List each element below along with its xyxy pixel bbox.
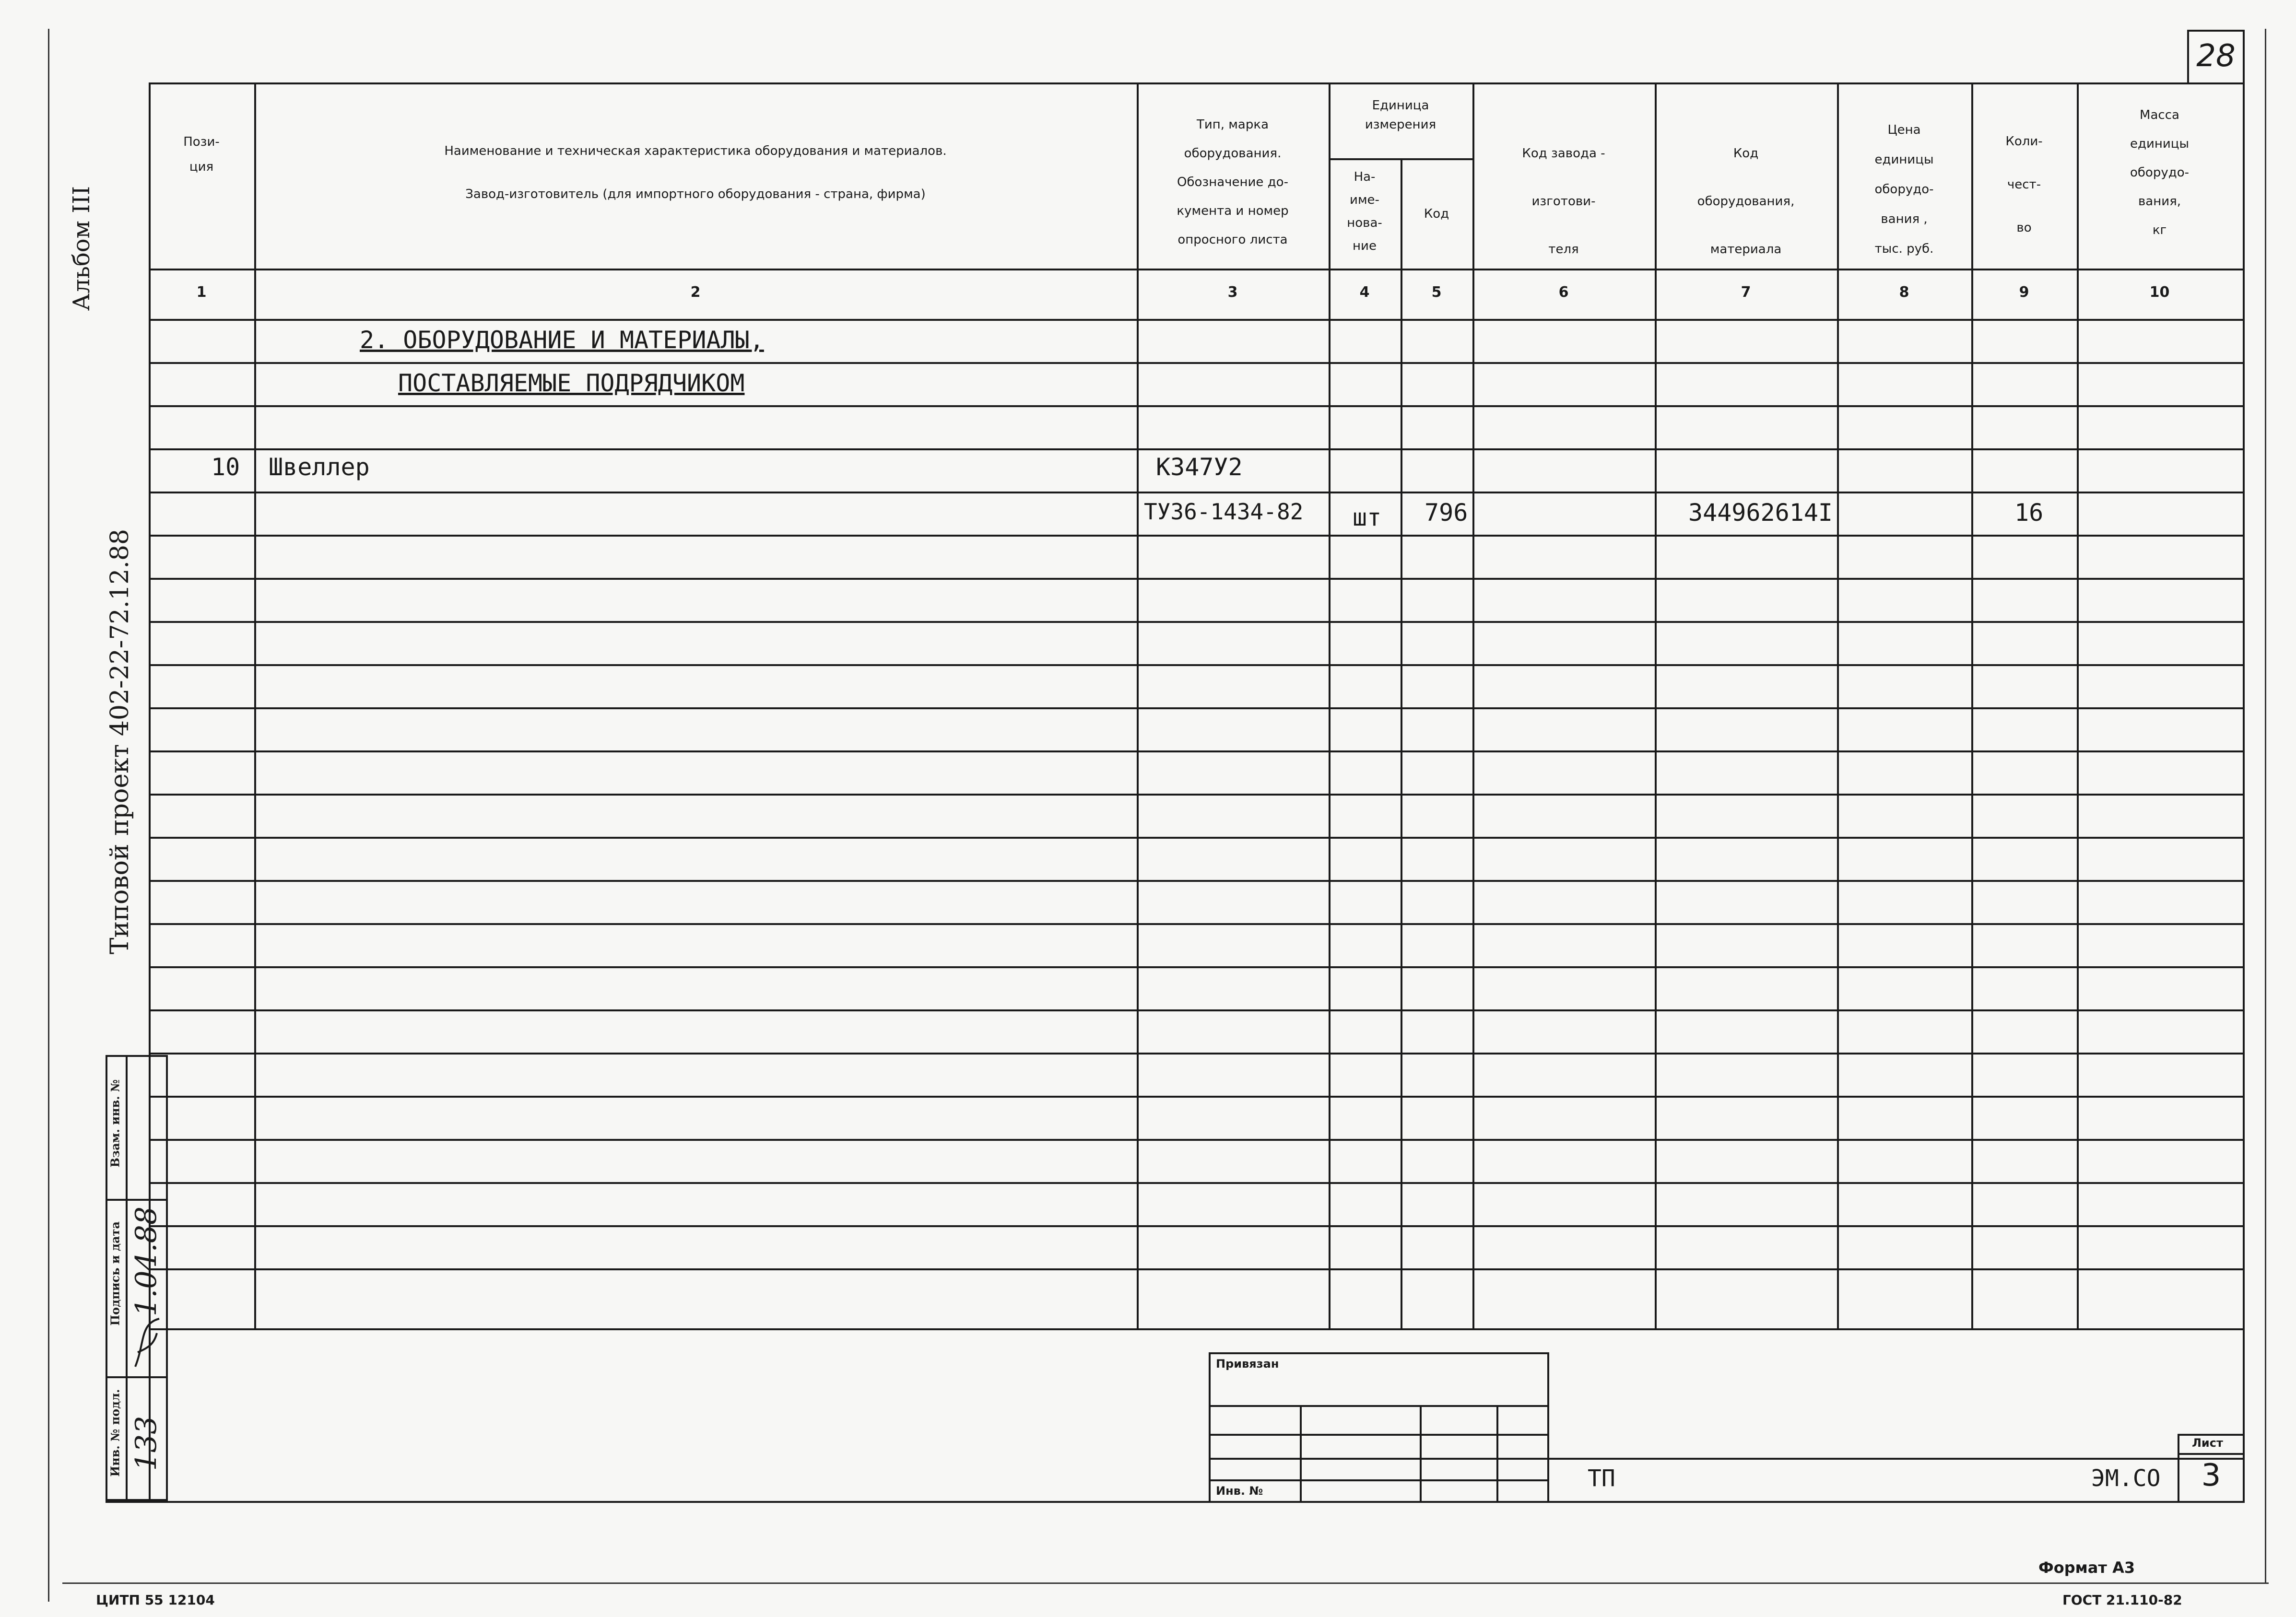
frame-top — [149, 82, 2245, 84]
row-line-18 — [149, 1096, 2245, 1098]
row-line-5 — [149, 535, 2245, 537]
row-line-10 — [149, 750, 2245, 752]
colnum-5: 5 — [1431, 284, 1442, 301]
footer-left-code: ЦИТП 55 12104 — [96, 1592, 215, 1608]
stamp-inv-label: Инв. № — [1216, 1484, 1263, 1498]
row-line-2 — [149, 405, 2245, 407]
colnum-4: 4 — [1359, 284, 1370, 301]
colnum-2: 2 — [690, 284, 701, 301]
row-line-14 — [149, 923, 2245, 925]
header-name: Наименование и техническая характеристика оборудования и материалов. Завод-изготовитель (для импортного оборудования - страна, фирма) — [444, 144, 947, 201]
col-sep-7 — [1837, 82, 1839, 1329]
stamp-label-sign: Подпись и дата — [108, 1221, 122, 1326]
sheet-left-border — [48, 29, 49, 1602]
title-block-top — [1549, 1458, 2245, 1460]
row-line-4 — [149, 492, 2245, 493]
stamp-label-inv: Инв. № подл. — [108, 1389, 122, 1477]
row-line-21 — [149, 1225, 2245, 1227]
header-bottom — [149, 269, 2245, 270]
row-line-15 — [149, 966, 2245, 968]
row-line-22 — [149, 1268, 2245, 1270]
side-stamp-vline — [126, 1055, 128, 1501]
side-stamp-line-1 — [106, 1199, 168, 1201]
header-unit-code: Код — [1424, 207, 1449, 221]
colnum-9: 9 — [2019, 284, 2029, 301]
stamp-date: 1.04.88 — [130, 1206, 163, 1316]
row-line-7 — [149, 621, 2245, 623]
side-project: Типовой проект 402-22-72.12.88 — [106, 528, 134, 954]
item-name: Швеллер — [269, 453, 370, 481]
stamp-sheet-label: Лист — [2192, 1436, 2223, 1450]
section-title-2: ПОСТАВЛЯЕМЫЕ ПОДРЯДЧИКОМ — [398, 369, 745, 397]
col-sep-2 — [1137, 82, 1139, 1329]
row-line-6 — [149, 578, 2245, 580]
row-line-1 — [149, 362, 2245, 364]
signature-mark — [130, 1314, 164, 1371]
row-line-20 — [149, 1182, 2245, 1184]
row-line-8 — [149, 664, 2245, 666]
frame-bottom — [106, 1501, 2245, 1503]
stamp-sheet-number: 3 — [2201, 1458, 2221, 1493]
header-price: Цена единицы оборудо- вания , тыс. руб. — [1874, 123, 1934, 256]
stamp-tp: ТП — [1588, 1465, 1615, 1492]
colnum-10: 10 — [2149, 284, 2170, 301]
row-line-9 — [149, 707, 2245, 709]
colnum-bottom — [149, 319, 2245, 321]
header-unit-group: Единица измерения — [1365, 98, 1436, 132]
col-sep-9 — [2077, 82, 2079, 1329]
header-factory-code: Код завода - изготови- теля — [1522, 146, 1605, 257]
bottom-stamp-vline-3 — [1496, 1405, 1498, 1501]
sheet-right-border — [2265, 29, 2266, 1584]
sheet-box-mid — [2178, 1453, 2245, 1455]
col-sep-3 — [1329, 82, 1331, 1329]
row-line-12 — [149, 837, 2245, 839]
row-line-23 — [149, 1328, 2245, 1330]
col-sep-1 — [254, 82, 256, 1329]
frame-right — [2243, 82, 2245, 1502]
top-sheet-number: 28 — [2196, 38, 2236, 74]
col-sep-4 — [1401, 158, 1402, 1329]
bottom-stamp-vline-1 — [1300, 1405, 1302, 1501]
sheet-bottom-border — [62, 1582, 2269, 1584]
header-mass: Масса единицы оборудо- вания, кг — [2130, 108, 2189, 237]
item-type-mark: К347У2 — [1156, 453, 1243, 481]
row-line-11 — [149, 794, 2245, 796]
item-document: ТУ36-1434-82 — [1144, 499, 1304, 525]
bottom-stamp-vline-2 — [1420, 1405, 1422, 1501]
item-quantity: 16 — [2014, 499, 2044, 527]
footer-format: Формат А3 — [2038, 1558, 2135, 1577]
col-sep-5 — [1472, 82, 1474, 1329]
item-unit-code: 796 — [1425, 499, 1468, 527]
side-stamp-line-2 — [106, 1376, 168, 1378]
header-quantity: Коли- чест- во — [2005, 134, 2043, 235]
colnum-7: 7 — [1741, 284, 1751, 301]
sheet-box-left — [2178, 1434, 2179, 1501]
stamp-attached-label: Привязан — [1216, 1357, 1279, 1371]
footer-right-code: ГОСТ 21.110-82 — [2062, 1592, 2182, 1608]
row-line-13 — [149, 880, 2245, 882]
item-material-code: 344962614I — [1688, 499, 1833, 527]
colnum-8: 8 — [1899, 284, 1909, 301]
item-unit-name: шт — [1353, 504, 1382, 531]
sheet-box-top — [2178, 1434, 2245, 1436]
row-line-19 — [149, 1139, 2245, 1141]
row-line-16 — [149, 1009, 2245, 1011]
stamp-code: ЭМ.СО — [2091, 1465, 2161, 1492]
colnum-3: 3 — [1227, 284, 1238, 301]
header-type: Тип, марка оборудования. Обозначение до- кумента и номер опросного листа — [1177, 117, 1289, 247]
row-line-3 — [149, 448, 2245, 450]
stamp-label-replace: Взам. инв. № — [108, 1079, 122, 1168]
item-position: 10 — [211, 453, 240, 481]
stamp-inv-number: 133 — [130, 1416, 163, 1471]
col-sep-6 — [1655, 82, 1657, 1329]
header-position: Пози- ция — [183, 135, 220, 174]
header-equipment-code: Код оборудования, материала — [1697, 146, 1795, 257]
section-title-1: 2. ОБОРУДОВАНИЕ И МАТЕРИАЛЫ, — [360, 326, 764, 354]
colnum-1: 1 — [196, 284, 207, 301]
colnum-6: 6 — [1558, 284, 1569, 301]
col-sep-8 — [1971, 82, 1973, 1329]
row-line-17 — [149, 1053, 2245, 1055]
unit-group-divider — [1329, 158, 1472, 160]
side-album: Альбом III — [68, 186, 95, 311]
header-unit-name: На- име- нова- ние — [1347, 170, 1382, 253]
